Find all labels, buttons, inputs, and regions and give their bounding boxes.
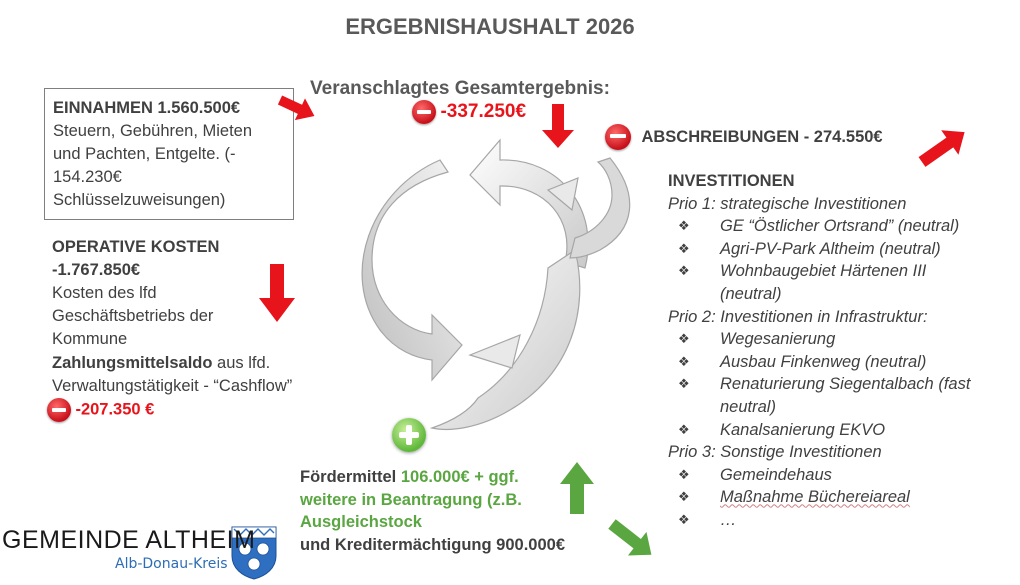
bullet-icon: ❖ xyxy=(678,376,690,392)
income-line: 154.230€ xyxy=(53,168,122,186)
list-item-label: Maßnahme Büchereiareal xyxy=(720,488,910,507)
funding-amount: 106.000€ + ggf. xyxy=(400,468,519,486)
funding-line-3: Ausgleichstock xyxy=(300,513,422,531)
income-line: Steuern, Gebühren, Mieten xyxy=(53,122,253,140)
list-item-label: Renaturierung Siegentalbach (fast xyxy=(720,375,971,394)
prio-3-heading: Prio 3: Sonstige Investitionen xyxy=(668,443,882,462)
list-item-label: Wohnbaugebiet Härtenen III xyxy=(720,262,927,281)
list-item-label: (neutral) xyxy=(720,284,782,303)
cashflow-value: -207.350 € xyxy=(75,400,155,419)
bullet-icon: ❖ xyxy=(678,353,690,369)
operating-costs-line: Kosten des lfd xyxy=(52,284,157,302)
district-name: Alb-Donau-Kreis xyxy=(115,556,228,572)
bullet-icon: ❖ xyxy=(678,511,690,527)
list-item-label: Gemeindehaus xyxy=(720,465,832,484)
prio-2-heading: Prio 2: Investitionen in Infrastruktur: xyxy=(668,307,928,326)
municipality-name: GEMEINDE ALTHEIM xyxy=(2,526,256,554)
cashflow-label: Zahlungsmittelsaldo xyxy=(52,354,213,372)
prio-1-heading: Prio 1: strategische Investitionen xyxy=(668,194,907,213)
green-arrow-down-right-icon xyxy=(603,512,661,566)
cashflow-label-rest: aus lfd. xyxy=(212,354,271,372)
bullet-icon: ❖ xyxy=(678,240,690,256)
list-item-label: neutral) xyxy=(720,397,776,416)
page-title: ERGEBNISHAUSHALT 2026 xyxy=(345,14,635,39)
list-item-label: Agri-PV-Park Altheim (neutral) xyxy=(720,239,941,258)
income-heading: EINNAHMEN 1.560.500€ xyxy=(53,99,241,117)
operating-costs-value: -1.767.850€ xyxy=(52,261,141,279)
operating-costs-line: Geschäftsbetriebs der xyxy=(52,307,214,325)
bullet-icon: ❖ xyxy=(678,466,690,482)
red-arrow-icon xyxy=(275,89,320,127)
investments-heading: INVESTITIONEN xyxy=(668,172,795,190)
green-arrow-up-icon xyxy=(560,462,594,514)
funding-label: Fördermittel xyxy=(300,468,401,486)
cashflow-line-2: Verwaltungstätigkeit - “Cashflow” xyxy=(52,377,293,395)
credit-authorization: und Kreditermächtigung 900.000€ xyxy=(300,535,565,554)
bullet-icon: ❖ xyxy=(678,421,690,437)
list-item-label: … xyxy=(720,510,737,529)
cycle-arrow-left-icon xyxy=(362,160,462,380)
list-item-label: Kanalsanierung EKVO xyxy=(720,420,886,439)
bullet-icon: ❖ xyxy=(678,331,690,347)
result-value: -337.250€ xyxy=(440,101,527,122)
list-item-label: GE “Östlicher Ortsrand” (neutral) xyxy=(720,217,960,236)
red-arrow-down-icon xyxy=(542,104,574,148)
bullet-icon: ❖ xyxy=(678,263,690,279)
list-item-label: Ausbau Finkenweg (neutral) xyxy=(720,352,927,371)
result-label: Veranschlagtes Gesamtergebnis: xyxy=(310,78,610,99)
funding-line-2: weitere in Beantragung (z.B. xyxy=(300,490,522,509)
bullet-icon: ❖ xyxy=(678,489,690,505)
depreciation-label: ABSCHREIBUNGEN - 274.550€ xyxy=(641,127,883,146)
operating-costs-heading: OPERATIVE KOSTEN xyxy=(52,238,220,256)
red-arrow-up-right-icon xyxy=(913,120,973,174)
bullet-icon: ❖ xyxy=(678,218,690,234)
income-line: und Pachten, Entgelte. (- xyxy=(53,145,236,163)
operating-costs-line: Kommune xyxy=(52,330,128,348)
red-arrow-down-icon xyxy=(259,264,295,322)
income-line: Schlüsselzuweisungen) xyxy=(53,191,226,209)
list-item-label: Wegesanierung xyxy=(720,330,836,349)
